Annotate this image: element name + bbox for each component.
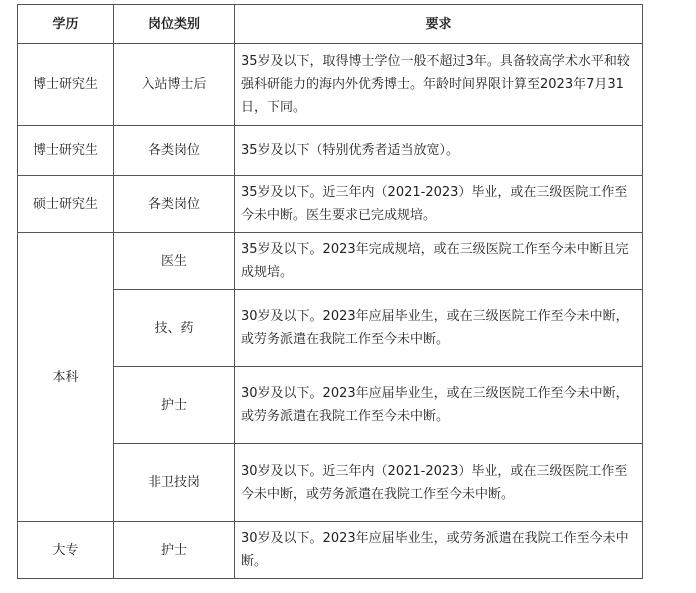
table-row <box>18 233 643 290</box>
position-category-cell: 入站博士后 <box>114 44 235 126</box>
requirement-cell: 35岁及以下。近三年内（2021-2023）毕业，或在三级医院工作至今未中断。医生要求已完成规培。 <box>235 176 643 233</box>
education-cell: 博士研究生 <box>18 44 114 126</box>
table-row <box>18 126 643 176</box>
position-category-cell: 非卫技岗 <box>114 444 235 522</box>
position-category-cell: 各类岗位 <box>114 176 235 233</box>
requirement-cell: 30岁及以下。2023年应届毕业生，或劳务派遣在我院工作至今未中断。 <box>235 522 643 579</box>
header-education: 学历 <box>18 5 114 44</box>
position-category-cell: 护士 <box>114 522 235 579</box>
table-row <box>18 522 643 579</box>
position-category-cell: 各类岗位 <box>114 126 235 176</box>
header-requirements: 要求 <box>235 5 643 44</box>
position-category-cell: 技、药 <box>114 290 235 367</box>
table-row <box>18 44 643 126</box>
header-position-category: 岗位类别 <box>114 5 235 44</box>
position-category-cell: 护士 <box>114 367 235 444</box>
requirement-cell: 35岁及以下，取得博士学位一般不超过3年。具备较高学术水平和较强科研能力的海内外优秀博士。年龄时间界限计算至2023年7月31日，下同。 <box>235 44 643 126</box>
table-row <box>18 176 643 233</box>
position-category-cell: 医生 <box>114 233 235 290</box>
requirement-cell: 35岁及以下（特别优秀者适当放宽）。 <box>235 126 643 176</box>
education-cell: 大专 <box>18 522 114 579</box>
education-cell: 硕士研究生 <box>18 176 114 233</box>
requirement-cell: 30岁及以下。2023年应届毕业生，或在三级医院工作至今未中断，或劳务派遣在我院工作至今未中断。 <box>235 290 643 367</box>
requirements-table <box>17 4 643 579</box>
header-row <box>18 5 643 44</box>
requirement-cell: 30岁及以下。2023年应届毕业生，或在三级医院工作至今未中断，或劳务派遣在我院工作至今未中断。 <box>235 367 643 444</box>
requirement-cell: 30岁及以下。近三年内（2021-2023）毕业，或在三级医院工作至今未中断，或劳务派遣在我院工作至今未中断。 <box>235 444 643 522</box>
requirement-cell: 35岁及以下。2023年完成规培，或在三级医院工作至今未中断且完成规培。 <box>235 233 643 290</box>
education-cell: 本科 <box>18 233 114 522</box>
education-cell: 博士研究生 <box>18 126 114 176</box>
